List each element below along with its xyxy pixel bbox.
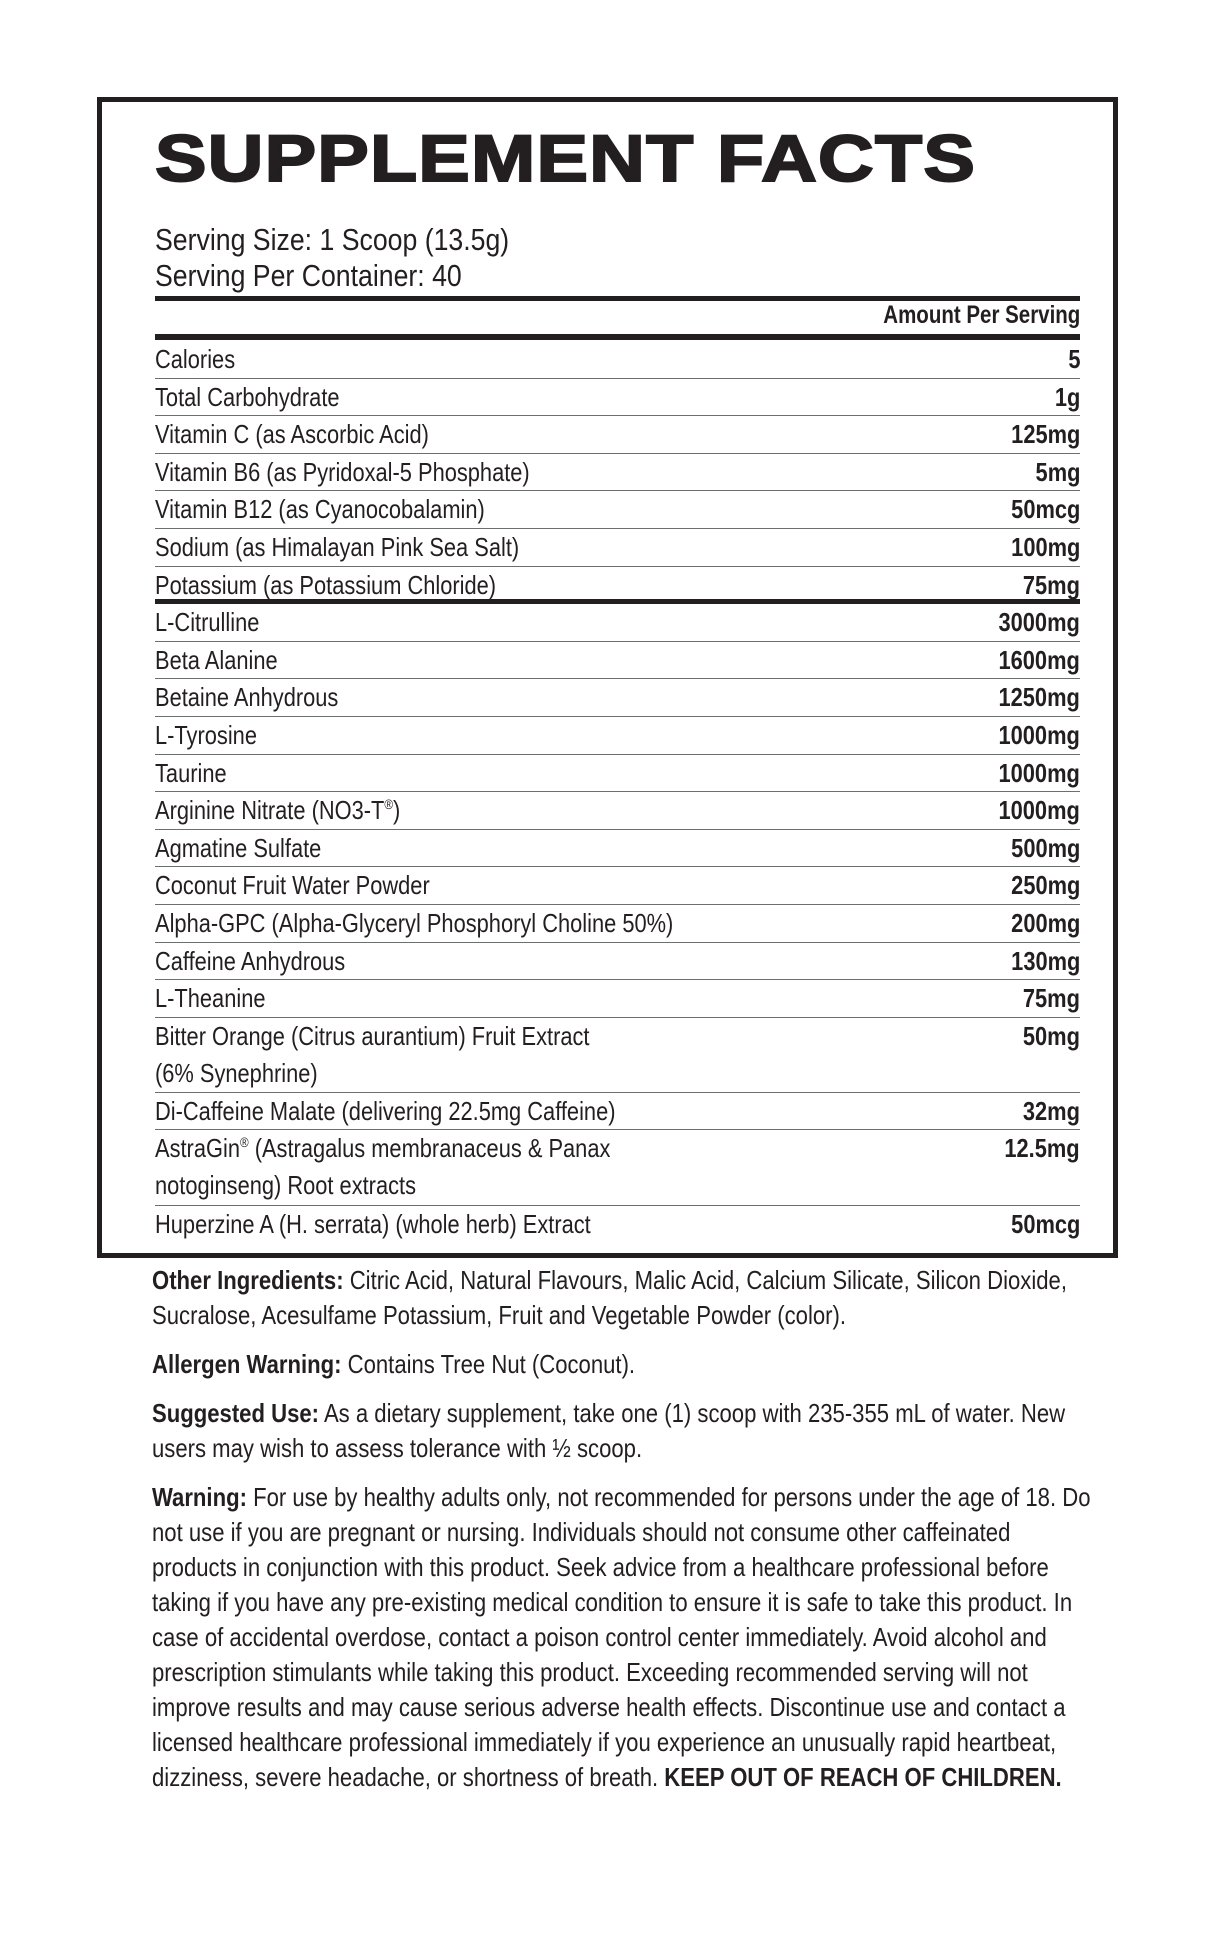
- table-row: [155, 980, 1080, 1018]
- label-notes: [152, 1263, 1092, 1809]
- row-amount: 500mg: [1010, 832, 1080, 863]
- row-amount: 32mg: [1022, 1095, 1080, 1126]
- table-row: [155, 943, 1080, 981]
- table-row: [155, 1018, 1080, 1093]
- row-amount: 130mg: [1010, 945, 1080, 976]
- row-name: Sodium (as Himalayan Pink Sea Salt): [155, 531, 520, 562]
- row-name: Calories: [155, 344, 236, 374]
- row-name: Beta Alanine: [155, 644, 278, 675]
- registered-mark: ®: [239, 1134, 249, 1151]
- row-amount: 50mcg: [1010, 1208, 1080, 1239]
- other-ingredients: [152, 1263, 1096, 1333]
- suggested-use-text: As a dietary supplement, take one (1) scoop with 235-355 mL of water. New users may wish to assess tolerance with ½ scoop.: [152, 1398, 1066, 1463]
- registered-mark: ®: [384, 796, 394, 813]
- row-name: Vitamin B12 (as Cyanocobalamin): [155, 494, 485, 525]
- row-name-text: AstraGin: [155, 1133, 240, 1164]
- row-name: Caffeine Anhydrous: [155, 945, 346, 976]
- table-row: [155, 1093, 1080, 1131]
- row-name: [155, 792, 400, 828]
- row-name: Betaine Anhydrous: [155, 682, 339, 713]
- row-amount: 250mg: [1010, 870, 1080, 901]
- serving-size: Serving Size: 1 Scoop (13.5g): [155, 222, 510, 257]
- table-row: [155, 529, 1080, 567]
- row-name: [155, 1130, 625, 1204]
- nutrient-table: [155, 341, 1080, 1243]
- table-row: [155, 867, 1080, 905]
- table-row: [155, 792, 1080, 830]
- row-amount: 12.5mg: [1004, 1133, 1080, 1164]
- table-row: [155, 567, 1080, 605]
- amount-per-serving-header: Amount Per Serving: [882, 301, 1080, 329]
- row-name: Huperzine A (H. serrata) (whole herb) Extract: [155, 1208, 591, 1239]
- supplement-facts-panel: [97, 97, 1118, 1258]
- row-amount: 5: [1067, 344, 1080, 374]
- row-name: Agmatine Sulfate: [155, 832, 322, 863]
- row-name-suffix: ): [393, 795, 401, 826]
- row-name: L-Tyrosine: [155, 719, 257, 750]
- row-amount: 50mcg: [1010, 494, 1080, 525]
- row-name-text: Arginine Nitrate (NO3-T: [155, 795, 385, 826]
- warning-text: For use by healthy adults only, not recommended for persons under the age of 18. Do not use if you are pregnant or nursing. Individuals should not consume other caffeinated products in conjunction with this product. Seek advice from a healthcare professional before taking if you have any pre-existing medical condition to ensure it is safe to take this product. In case of accidental overdose, contact a poison control center immediately. Avoid alcohol and prescription stimulants while taking this product. Exceeding recommended serving will not improve results and may cause serious adverse health effects. Discontinue use and contact a licensed healthcare professional immediately if you experience an unusually rapid heartbeat, dizziness, severe headache, or shortness of breath.: [152, 1482, 1091, 1792]
- row-amount: 5mg: [1035, 456, 1080, 487]
- row-name: L-Theanine: [155, 983, 266, 1014]
- row-name: Taurine: [155, 757, 227, 788]
- other-ingredients-text: Citric Acid, Natural Flavours, Malic Acid, Calcium Silicate, Silicon Dioxide, Sucralose, Acesulfame Potassium, Fruit and Vegetable Powder (color).: [152, 1265, 1067, 1330]
- warning: [152, 1480, 1096, 1795]
- table-row: [155, 1130, 1080, 1205]
- servings-per-container: Serving Per Container: 40: [155, 258, 462, 293]
- row-amount: 1g: [1054, 381, 1080, 412]
- row-name: L-Citrulline: [155, 607, 260, 638]
- warning-label: Warning:: [152, 1482, 247, 1512]
- row-amount: 1600mg: [998, 644, 1080, 675]
- row-amount: 1000mg: [998, 757, 1080, 788]
- row-name: Potassium (as Potassium Chloride): [155, 569, 497, 600]
- row-name: Bitter Orange (Citrus aurantium) Fruit Extract (6% Synephrine): [155, 1020, 590, 1088]
- row-name: Di-Caffeine Malate (delivering 22.5mg Caffeine): [155, 1095, 616, 1126]
- row-amount: 125mg: [1010, 419, 1080, 450]
- table-row: [155, 755, 1080, 793]
- table-row: [155, 679, 1080, 717]
- table-row: [155, 341, 1080, 379]
- other-ingredients-label: Other Ingredients:: [152, 1265, 344, 1295]
- table-row: [155, 604, 1080, 642]
- table-row: [155, 416, 1080, 454]
- row-amount: 200mg: [1010, 907, 1080, 938]
- panel-title: SUPPLEMENT FACTS: [155, 121, 977, 195]
- table-row: [155, 1206, 1080, 1244]
- row-amount: 100mg: [1010, 531, 1080, 562]
- table-row: [155, 905, 1080, 943]
- table-row: [155, 454, 1080, 492]
- row-amount: 1000mg: [998, 719, 1080, 750]
- row-amount: 3000mg: [998, 607, 1080, 638]
- table-row: [155, 717, 1080, 755]
- row-name: Total Carbohydrate: [155, 381, 340, 412]
- allergen-label: Allergen Warning:: [152, 1349, 342, 1379]
- row-name: Coconut Fruit Water Powder: [155, 870, 430, 901]
- row-amount: 75mg: [1022, 569, 1080, 600]
- suggested-use: [152, 1396, 1096, 1466]
- allergen-warning: [152, 1347, 1096, 1382]
- row-amount: 50mg: [1022, 1020, 1080, 1051]
- table-row: [155, 830, 1080, 868]
- table-row: [155, 379, 1080, 417]
- row-amount: 1250mg: [998, 682, 1080, 713]
- row-amount: 1000mg: [998, 795, 1080, 826]
- thick-divider-header: [155, 334, 1080, 340]
- row-name-suffix: (Astragalus membranaceus & Panax notoginseng) Root extracts: [155, 1133, 611, 1201]
- row-name: Alpha-GPC (Alpha-Glyceryl Phosphoryl Choline 50%): [155, 907, 674, 938]
- keep-out-of-reach: KEEP OUT OF REACH OF CHILDREN.: [664, 1762, 1062, 1792]
- row-amount: 75mg: [1022, 983, 1080, 1014]
- table-row: [155, 491, 1080, 529]
- suggested-use-label: Suggested Use:: [152, 1398, 320, 1428]
- row-name: Vitamin C (as Ascorbic Acid): [155, 419, 429, 450]
- table-row: [155, 642, 1080, 680]
- allergen-text: Contains Tree Nut (Coconut).: [341, 1349, 636, 1379]
- row-name: Vitamin B6 (as Pyridoxal-5 Phosphate): [155, 456, 530, 487]
